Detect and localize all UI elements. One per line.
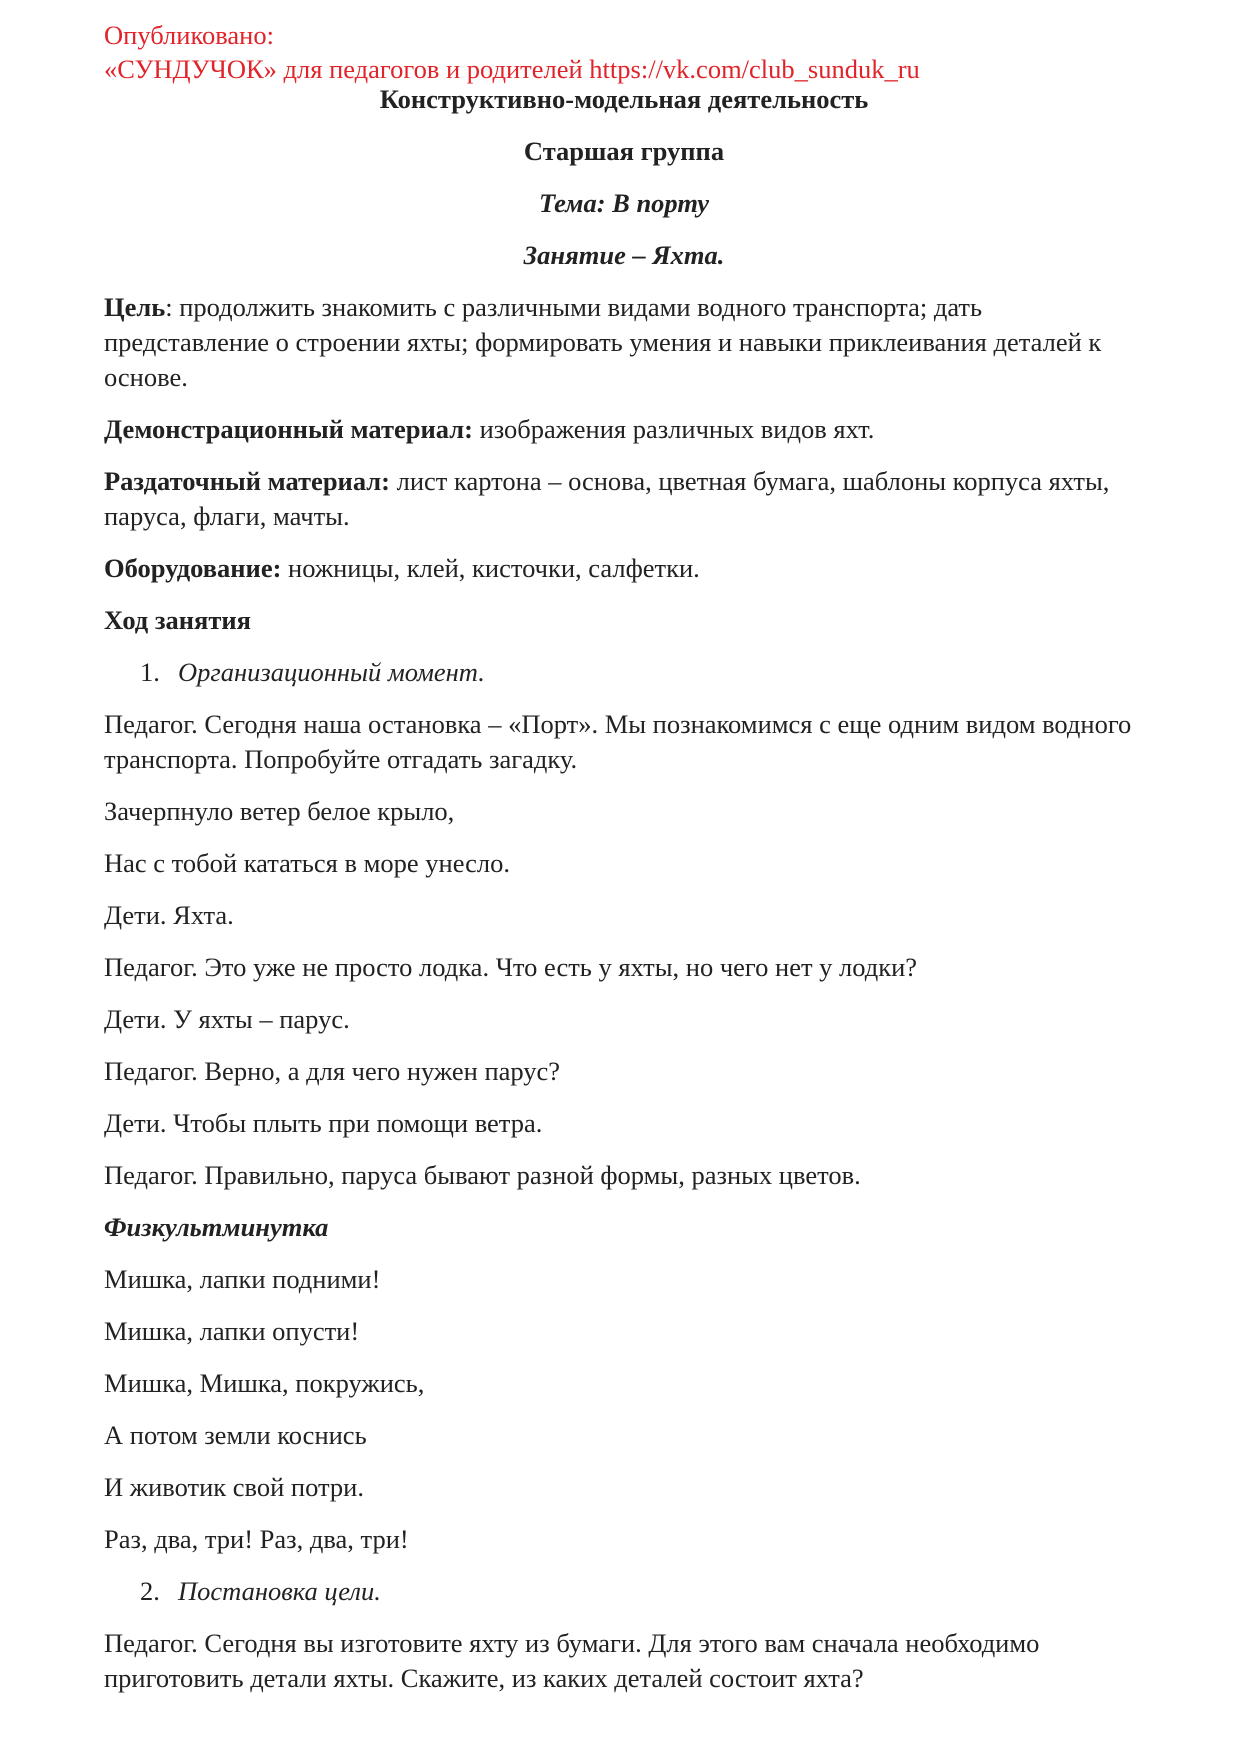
poem-line: Мишка, лапки опусти! xyxy=(104,1316,360,1346)
physical-minute-heading: Физкультминутка xyxy=(104,1212,329,1242)
published-header xyxy=(104,18,920,86)
goal-label: Цель xyxy=(104,292,166,322)
section-1-title: Организационный момент. xyxy=(178,657,485,687)
activity-title: Конструктивно-модельная деятельность xyxy=(379,84,869,114)
goal-paragraph xyxy=(104,290,1144,395)
poem-line: А потом земли коснись xyxy=(104,1420,367,1450)
dialogue-line: Дети. У яхты – парус. xyxy=(104,1004,350,1034)
poem-line: И животик свой потри. xyxy=(104,1472,364,1502)
poem-line: Раз, два, три! Раз, два, три! xyxy=(104,1524,409,1554)
demo-material-paragraph xyxy=(104,412,1144,447)
lesson-title: Занятие – Яхта. xyxy=(523,240,725,270)
dialogue-line: Педагог. Правильно, паруса бывают разной формы, разных цветов. xyxy=(104,1160,861,1190)
goal-text: : продолжить знакомить с различными видами водного транспорта; дать представление о строении яхты; формировать умения и навыки приклеивания деталей к основе. xyxy=(104,292,1102,392)
section-2-title: Постановка цели. xyxy=(178,1576,381,1606)
equipment-text: ножницы, клей, кисточки, салфетки. xyxy=(281,553,700,583)
published-source-link[interactable]: «СУНДУЧОК» для педагогов и родителей https://vk.com/club_sunduk_ru xyxy=(104,54,920,84)
poem-line: Мишка, Мишка, покружись, xyxy=(104,1368,425,1398)
section-1-heading xyxy=(104,655,1144,690)
course-heading: Ход занятия xyxy=(104,605,251,635)
document-body xyxy=(104,82,1144,1713)
equipment-label: Оборудование: xyxy=(104,553,282,583)
dialogue-line: Нас с тобой кататься в море унесло. xyxy=(104,848,510,878)
group-title: Старшая группа xyxy=(523,136,725,166)
section-1-number: 1. xyxy=(140,657,160,687)
dialogue-line: Дети. Яхта. xyxy=(104,900,234,930)
poem-line: Мишка, лапки подними! xyxy=(104,1264,381,1294)
published-label: Опубликовано: xyxy=(104,20,274,50)
dialogue-line: Педагог. Сегодня наша остановка – «Порт». Мы познакомимся с еще одним видом водного транспорта. Попробуйте отгадать загадку. xyxy=(104,709,1132,774)
handout-material-label: Раздаточный материал: xyxy=(104,466,391,496)
demo-material-label: Демонстрационный материал: xyxy=(104,414,473,444)
handout-material-text: лист картона – основа, цветная бумага, шаблоны корпуса яхты, паруса, флаги, мачты. xyxy=(104,466,1110,531)
dialogue-line: Педагог. Это уже не просто лодка. Что есть у яхты, но чего нет у лодки? xyxy=(104,952,918,982)
dialogue-line: Педагог. Сегодня вы изготовите яхту из бумаги. Для этого вам сначала необходимо приготовить детали яхты. Скажите, из каких деталей состоит яхта? xyxy=(104,1628,1040,1693)
section-2-number: 2. xyxy=(140,1576,160,1606)
handout-material-paragraph xyxy=(104,464,1144,534)
demo-material-text: изображения различных видов яхт. xyxy=(472,414,875,444)
equipment-paragraph xyxy=(104,551,1144,586)
dialogue-line: Дети. Чтобы плыть при помощи ветра. xyxy=(104,1108,543,1138)
section-2-heading xyxy=(104,1574,1144,1609)
dialogue-line: Зачерпнуло ветер белое крыло, xyxy=(104,796,455,826)
topic-title: Тема: В порту xyxy=(538,188,710,218)
dialogue-line: Педагог. Верно, а для чего нужен парус? xyxy=(104,1056,561,1086)
